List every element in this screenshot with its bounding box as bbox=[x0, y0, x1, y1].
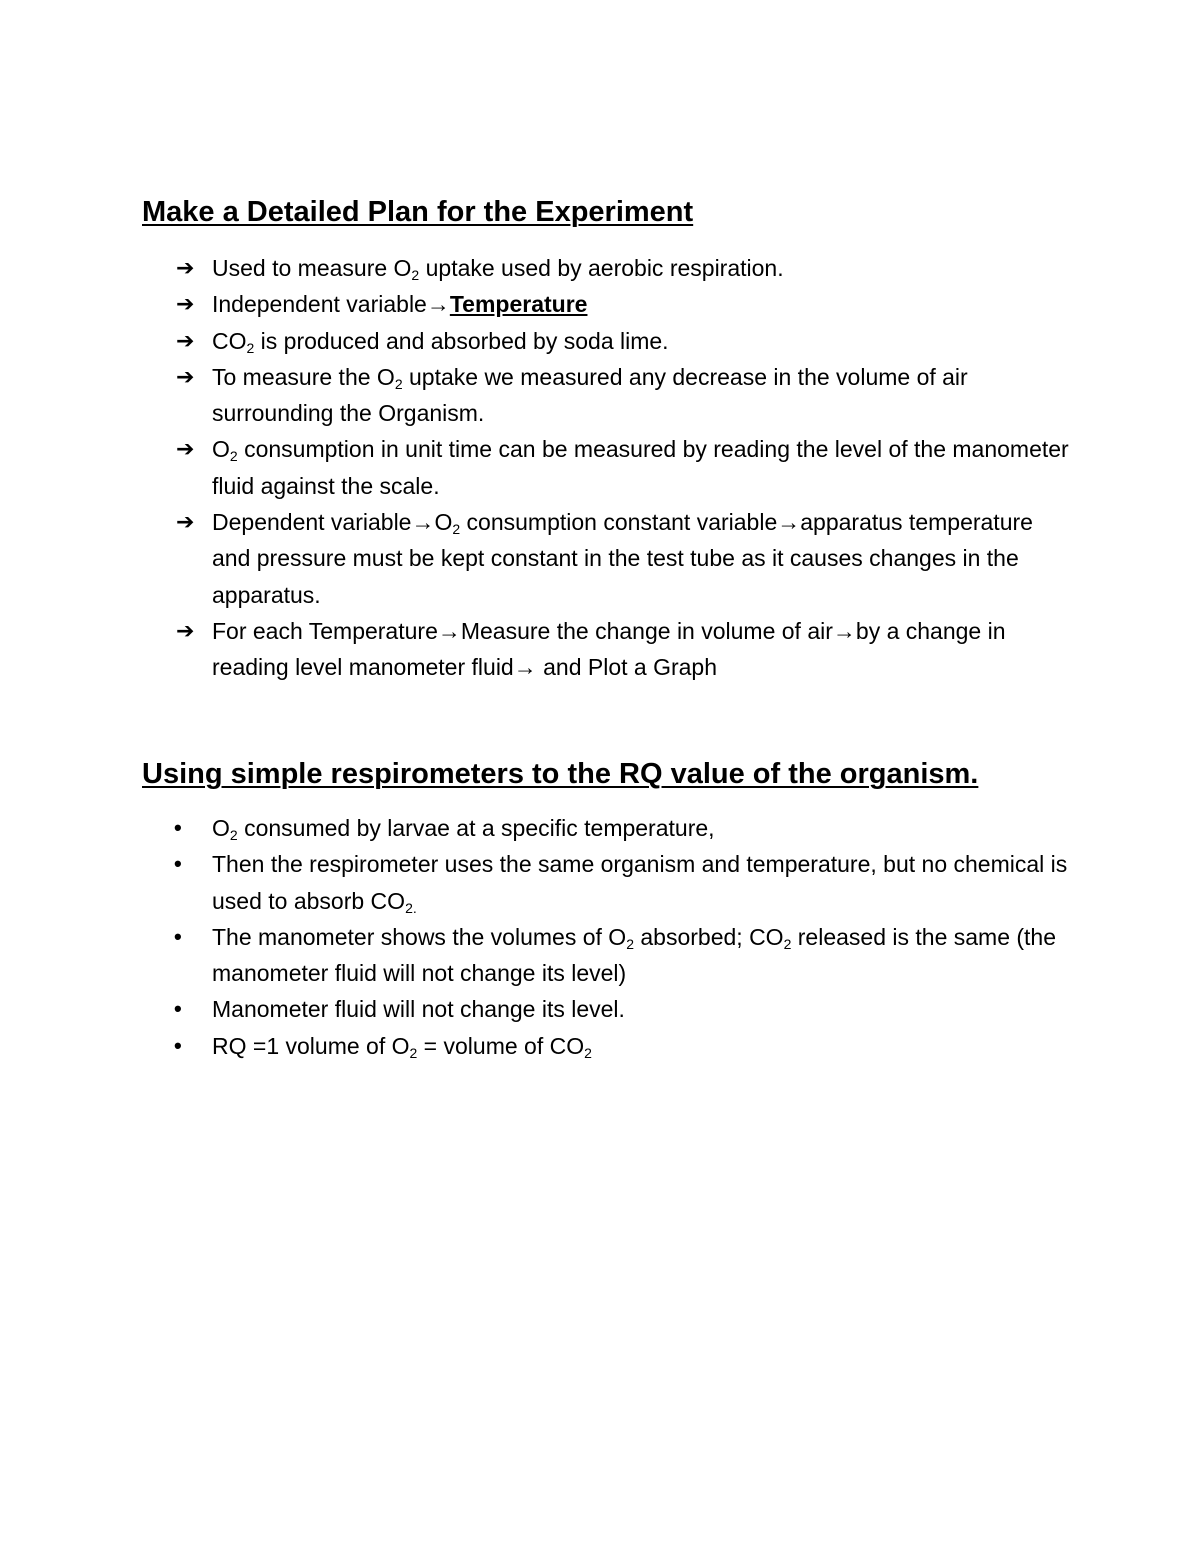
right-arrow-icon: ➔ bbox=[176, 291, 195, 317]
text-run: O bbox=[212, 815, 230, 841]
subscript: 2 bbox=[626, 935, 634, 952]
right-arrow-icon: ➔ bbox=[176, 327, 195, 353]
bullet-dot-icon: • bbox=[174, 996, 182, 1022]
text-run: O bbox=[212, 436, 230, 463]
text-run: To measure the O bbox=[212, 363, 395, 390]
list-item-text bbox=[212, 810, 1072, 846]
plan-list-item bbox=[0, 250, 1072, 286]
text-run: is produced and absorbed by soda lime. bbox=[254, 327, 669, 354]
list-item-text bbox=[212, 286, 1072, 322]
list-item-text bbox=[212, 1028, 1072, 1064]
text-run: For each Temperature→Measure the change in volume of air→by a change in reading level manometer fluid→ and Plot a Graph bbox=[212, 617, 1006, 681]
subscript: 2 bbox=[584, 1044, 592, 1061]
plan-list-item bbox=[0, 359, 1072, 432]
list-item-text bbox=[212, 919, 1072, 992]
bullet-dot-icon: • bbox=[174, 851, 182, 877]
list-item-text bbox=[212, 613, 1072, 686]
rq-list-item bbox=[0, 810, 1072, 846]
text-run: RQ =1 volume of O bbox=[212, 1032, 410, 1059]
text-run: Dependent variable→O bbox=[212, 509, 453, 536]
plan-list-item bbox=[0, 323, 1072, 359]
text-run: uptake we measured any decrease in the volume of air surrounding the Organism. bbox=[212, 363, 968, 427]
text-run: released is the same (the manometer fluid will not change its level) bbox=[212, 923, 1057, 987]
text-run: consumption in unit time can be measured by reading the level of the manometer fluid against the scale. bbox=[212, 436, 1069, 499]
text-run: Used to measure O bbox=[212, 255, 412, 281]
rq-bullet-list bbox=[0, 810, 1072, 1064]
text-run: Then the respirometer uses the same organism and temperature, but no chemical is used to absorb CO bbox=[212, 851, 1068, 914]
right-arrow-icon: ➔ bbox=[176, 617, 195, 643]
list-item-text bbox=[212, 250, 1072, 286]
list-item-text bbox=[212, 359, 1072, 432]
right-arrow-icon: ➔ bbox=[176, 363, 195, 389]
text-run: Manometer fluid will not change its level. bbox=[212, 996, 625, 1023]
text-run: Independent variable→ bbox=[212, 291, 450, 318]
subscript: 2 bbox=[394, 375, 403, 392]
plan-list-item bbox=[0, 431, 1072, 504]
subscript: 2 bbox=[452, 521, 461, 538]
list-item-text bbox=[212, 323, 1072, 359]
text-run: uptake used by aerobic respiration. bbox=[419, 255, 784, 281]
list-item-text bbox=[212, 991, 1072, 1027]
plan-list-item bbox=[0, 286, 1072, 322]
subscript: 2 bbox=[411, 267, 420, 283]
right-arrow-icon: ➔ bbox=[176, 436, 195, 462]
subscript: 2 bbox=[246, 339, 255, 356]
emphasized-term: Temperature bbox=[449, 291, 588, 318]
text-run: CO bbox=[212, 327, 247, 354]
plan-list-item bbox=[0, 504, 1072, 613]
text-run: consumption constant variable→apparatus temperature and pressure must be kept constant in the test tube as it causes changes in the apparatus. bbox=[212, 509, 1033, 608]
text-run: = volume of CO bbox=[417, 1032, 585, 1059]
list-item-text bbox=[212, 504, 1072, 613]
text-run: absorbed; CO bbox=[633, 923, 784, 950]
subscript: 2. bbox=[405, 899, 417, 916]
bullet-dot-icon: • bbox=[174, 1032, 182, 1058]
section-heading-rq-value: Using simple respirometers to the RQ value of the organism. bbox=[142, 758, 979, 790]
subscript: 2 bbox=[229, 827, 238, 843]
text-run: The manometer shows the volumes of O bbox=[212, 923, 627, 950]
rq-list-item bbox=[0, 846, 1072, 919]
text-run: consumed by larvae at a specific temperature, bbox=[237, 815, 715, 841]
experiment-plan-list bbox=[0, 250, 1072, 686]
rq-list-item bbox=[0, 991, 1072, 1027]
list-item-text bbox=[212, 431, 1072, 504]
subscript: 2 bbox=[783, 935, 792, 952]
plan-list-item bbox=[0, 613, 1072, 686]
list-item-text bbox=[212, 846, 1072, 919]
right-arrow-icon: ➔ bbox=[176, 255, 195, 280]
right-arrow-icon: ➔ bbox=[176, 509, 195, 535]
section-heading-experiment-plan: Make a Detailed Plan for the Experiment bbox=[142, 196, 694, 228]
rq-list-item bbox=[0, 1028, 1072, 1064]
bullet-dot-icon: • bbox=[174, 923, 182, 949]
subscript: 2 bbox=[409, 1044, 418, 1061]
subscript: 2 bbox=[229, 448, 238, 465]
bullet-dot-icon: • bbox=[174, 815, 182, 840]
rq-list-item bbox=[0, 919, 1072, 992]
